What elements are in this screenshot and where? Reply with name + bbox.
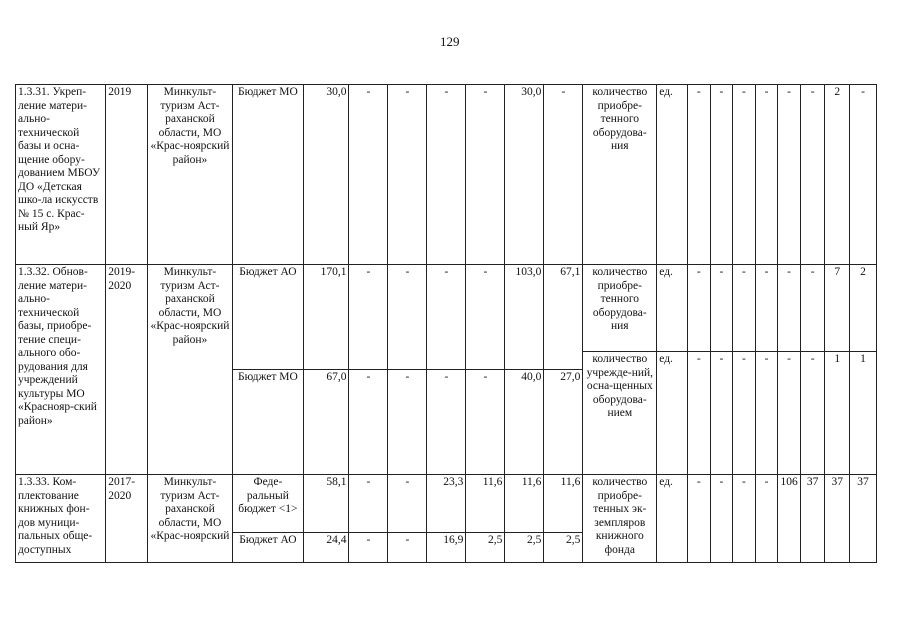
indicator-value: -	[800, 85, 825, 265]
indicator-value: -	[755, 85, 778, 265]
indicator-value: -	[800, 352, 825, 475]
year-amount: -	[388, 475, 427, 533]
indicator-value: -	[778, 265, 801, 352]
indicator-value: -	[850, 85, 877, 265]
executor: Минкульт-туризм Аст-раханской области, МО «Крас-ноярский район»	[148, 85, 232, 265]
total-amount: 170,1	[304, 265, 349, 370]
measure-name: 1.3.33. Ком-плектование книжных фон-дов муници-пальных обще-доступных	[16, 475, 106, 563]
indicator-name: количество приобре-тенного оборудова-ния	[583, 85, 657, 265]
measure-name: 1.3.31. Укреп-ление матери-ально-технической базы и осна-щение обору-дованием МБОУ ДО «Детская шко-ла искусств № 15 с. Крас-ный Яр»	[16, 85, 106, 265]
indicator-value: -	[755, 352, 778, 475]
indicator-value: -	[755, 265, 778, 352]
year-amount: 103,0	[505, 265, 544, 370]
indicator-value: 106	[778, 475, 801, 563]
year-amount: -	[466, 265, 505, 370]
year-amount: -	[466, 85, 505, 265]
indicator-value: -	[710, 475, 733, 563]
year-amount: -	[349, 475, 388, 533]
period: 2019	[106, 85, 148, 265]
year-amount: -	[427, 370, 466, 475]
indicator-value: 2	[825, 85, 850, 265]
year-amount: -	[349, 370, 388, 475]
total-amount: 30,0	[304, 85, 349, 265]
year-amount: 11,6	[544, 475, 583, 533]
year-amount: -	[388, 533, 427, 563]
year-amount: 2,5	[544, 533, 583, 563]
indicator-value: 37	[825, 475, 850, 563]
table-row	[16, 475, 877, 533]
indicator-name: количество учрежде-ний, осна-щенных оборудова-нием	[583, 352, 657, 475]
indicator-value: 2	[850, 265, 877, 352]
indicator-value: 7	[825, 265, 850, 352]
total-amount: 67,0	[304, 370, 349, 475]
year-amount: -	[427, 85, 466, 265]
indicator-value: -	[778, 352, 801, 475]
indicator-value: -	[710, 265, 733, 352]
indicator-name: количество приобре-тенных эк-земпляров книжного фонда	[583, 475, 657, 563]
funding-source: Бюджет МО	[232, 370, 304, 475]
year-amount: -	[388, 370, 427, 475]
period: 2019-2020	[106, 265, 148, 475]
program-measures-table	[15, 84, 877, 563]
funding-source: Феде-ральный бюджет <1>	[232, 475, 304, 533]
indicator-name: количество приобре-тенного оборудова-ния	[583, 265, 657, 352]
indicator-value: -	[800, 265, 825, 352]
year-amount: -	[427, 265, 466, 370]
period: 2017-2020	[106, 475, 148, 563]
year-amount: 11,6	[466, 475, 505, 533]
executor: Минкульт-туризм Аст-раханской области, МО «Крас-ноярский	[148, 475, 232, 563]
indicator-value: 37	[800, 475, 825, 563]
indicator-value: 37	[850, 475, 877, 563]
year-amount: 2,5	[505, 533, 544, 563]
total-amount: 58,1	[304, 475, 349, 533]
indicator-unit: ед.	[657, 352, 688, 475]
indicator-value: 1	[825, 352, 850, 475]
funding-source: Бюджет АО	[232, 265, 304, 370]
indicator-value: -	[733, 85, 756, 265]
funding-source: Бюджет АО	[232, 533, 304, 563]
year-amount: 2,5	[466, 533, 505, 563]
year-amount: -	[349, 533, 388, 563]
indicator-value: -	[688, 475, 711, 563]
indicator-value: -	[733, 352, 756, 475]
indicator-unit: ед.	[657, 475, 688, 563]
year-amount: 30,0	[505, 85, 544, 265]
indicator-value: -	[710, 85, 733, 265]
funding-source: Бюджет МО	[232, 85, 304, 265]
indicator-value: -	[688, 265, 711, 352]
indicator-value: -	[778, 85, 801, 265]
indicator-unit: ед.	[657, 85, 688, 265]
year-amount: 23,3	[427, 475, 466, 533]
indicator-value: -	[688, 352, 711, 475]
indicator-value: -	[755, 475, 778, 563]
year-amount: -	[544, 85, 583, 265]
year-amount: -	[466, 370, 505, 475]
indicator-value: -	[688, 85, 711, 265]
year-amount: 11,6	[505, 475, 544, 533]
year-amount: 16,9	[427, 533, 466, 563]
year-amount: 67,1	[544, 265, 583, 370]
year-amount: 27,0	[544, 370, 583, 475]
year-amount: 40,0	[505, 370, 544, 475]
table-row	[16, 265, 877, 352]
year-amount: -	[388, 265, 427, 370]
total-amount: 24,4	[304, 533, 349, 563]
indicator-value: -	[710, 352, 733, 475]
indicator-unit: ед.	[657, 265, 688, 352]
table-row	[16, 85, 877, 265]
indicator-value: 1	[850, 352, 877, 475]
measure-name: 1.3.32. Обнов-ление матери-ально-технической базы, приобре-тение специ-ального обо-рудования для учреждений культуры МО «Краснояр-ский район»	[16, 265, 106, 475]
year-amount: -	[349, 265, 388, 370]
indicator-value: -	[733, 475, 756, 563]
year-amount: -	[388, 85, 427, 265]
page-number: 129	[440, 34, 460, 49]
executor: Минкульт-туризм Аст-раханской области, МО «Крас-ноярский район»	[148, 265, 232, 475]
year-amount: -	[349, 85, 388, 265]
indicator-value: -	[733, 265, 756, 352]
